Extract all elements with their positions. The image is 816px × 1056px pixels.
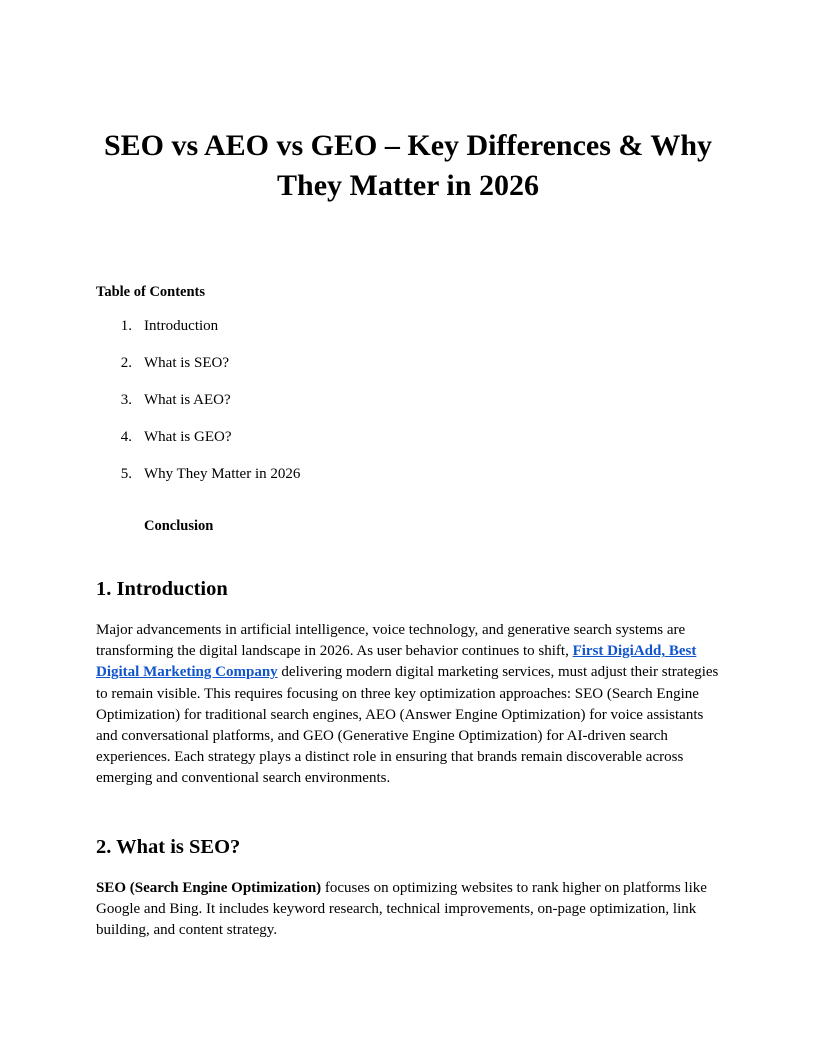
section-heading-introduction: 1. Introduction xyxy=(96,578,228,600)
toc-item-introduction xyxy=(96,316,720,353)
toc-item-what-is-seo xyxy=(96,353,720,390)
toc-item-label: What is AEO? xyxy=(144,392,231,408)
toc-item-what-is-aeo xyxy=(96,390,720,427)
toc-item-what-is-geo xyxy=(96,427,720,464)
introduction-text-after: delivering modern digital marketing services, must adjust their strategies to remain visible. This requires focusing on three key optimization approaches: SEO (Search Engine Optimization) for traditional search engines, AEO (Answer Engine Optimization) for voice assistants and conversational platforms, and GEO (Generative Engine Optimization) for AI-driven search experiences. Each strategy plays a distinct role in ensuring that brands remain discoverable across emerging and conventional search environments. xyxy=(96,664,719,787)
toc-item-label: What is SEO? xyxy=(144,355,229,371)
first-digiadd-link[interactable]: First DigiAdd, Best Digital Marketing Company xyxy=(96,643,697,681)
document-title: SEO vs AEO vs GEO – Key Differences & Why They Matter in 2026 xyxy=(103,129,713,202)
toc-item-label: What is GEO? xyxy=(144,429,232,445)
seo-bold-term: SEO (Search Engine Optimization) xyxy=(96,880,322,896)
toc-list xyxy=(96,316,720,501)
toc-item-number: 1. xyxy=(120,318,132,334)
seo-paragraph-text: focuses on optimizing websites to rank higher on platforms like Google and Bing. It includes keyword research, technical improvements, on-page optimization, link building, and content strategy. xyxy=(96,880,707,939)
toc-item-number: 5. xyxy=(120,466,132,482)
introduction-paragraph xyxy=(96,620,726,790)
toc-item-number: 3. xyxy=(120,392,132,408)
seo-paragraph xyxy=(96,878,726,942)
toc-item-number: 2. xyxy=(120,355,132,371)
toc-item-why-they-matter xyxy=(96,464,720,501)
toc-item-label: Introduction xyxy=(144,318,219,334)
section-heading-what-is-seo: 2. What is SEO? xyxy=(96,836,241,858)
toc-item-label: Why They Matter in 2026 xyxy=(144,466,301,482)
introduction-text-before: Major advancements in artificial intelligence, voice technology, and generative search systems are transforming the digital landscape in 2026. As user behavior continues to shift, xyxy=(96,622,686,660)
toc-heading: Table of Contents xyxy=(96,284,206,300)
toc-item-conclusion: Conclusion xyxy=(144,518,214,534)
toc-item-number: 4. xyxy=(120,429,132,445)
